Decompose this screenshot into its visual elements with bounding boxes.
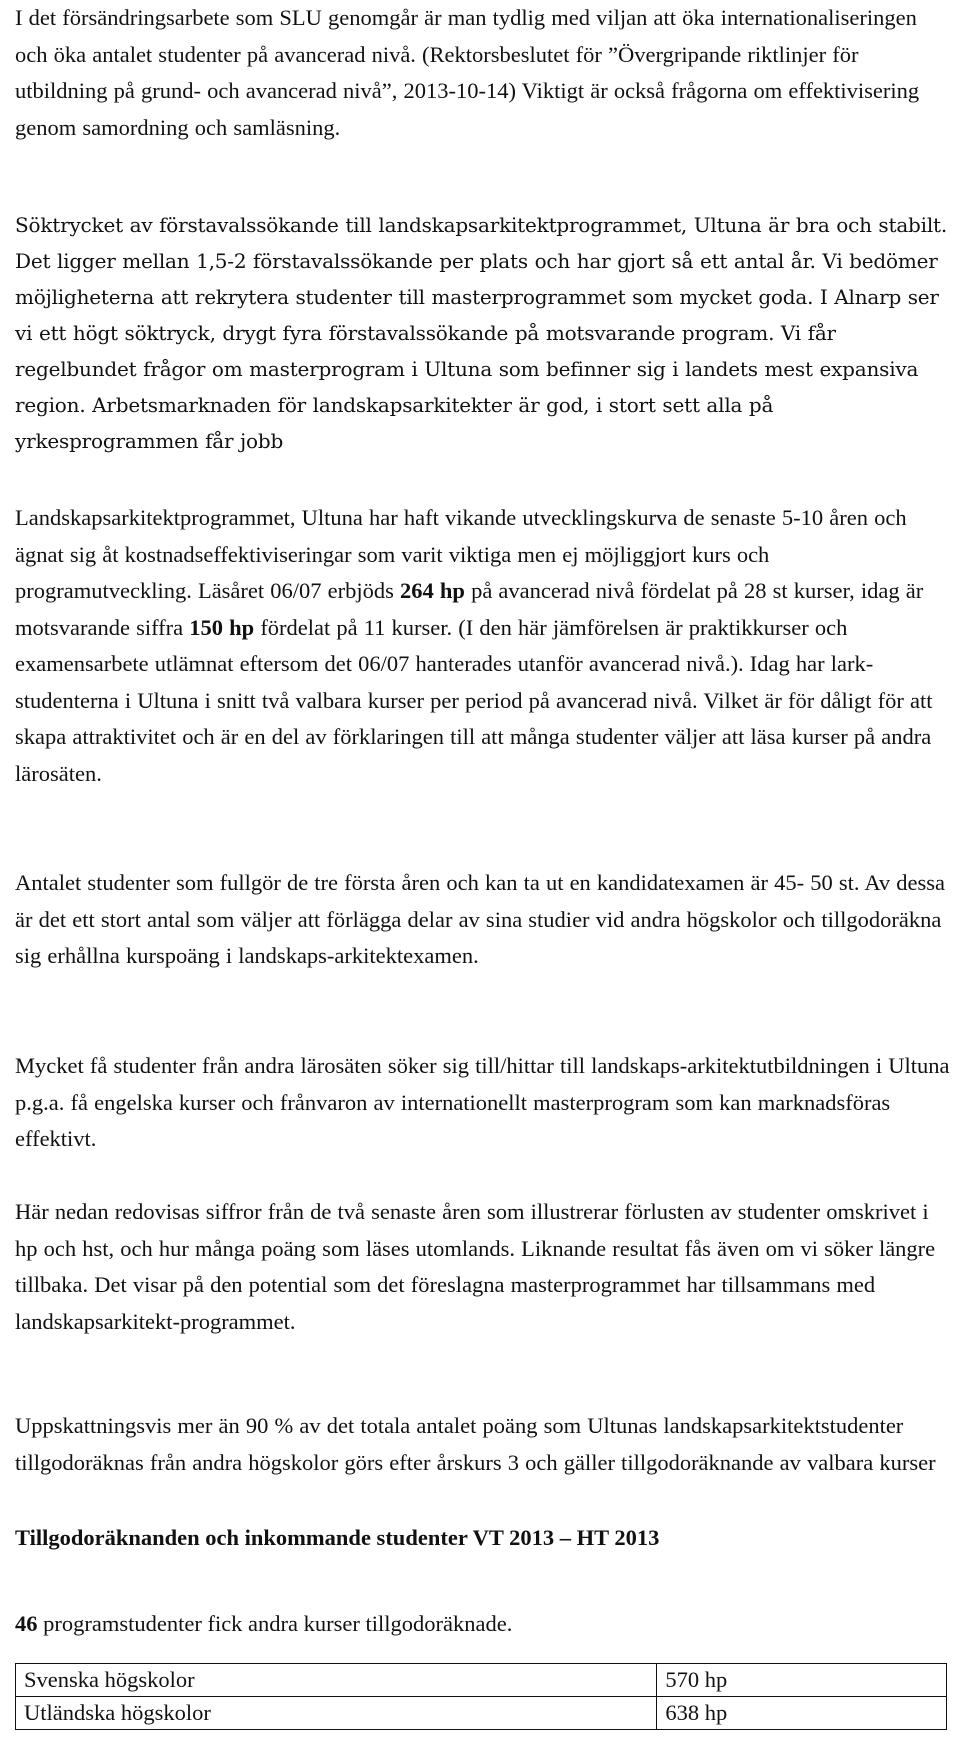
p3-text-d: fördelat på 11 kurser. (I den här jämförelsen är praktikkurser och examensarbete utlämnat eftersom det 06/07 hanterades utanför avancerad nivå.). Idag har lark-studenterna i Ultuna i snitt två valbara kurser per period på avancerad nivå. Vilket är för dåligt för att skapa attraktivitet och är en del av förklaringen till att många studenter väljer att läsa kurser på andra lärosäten. xyxy=(15,614,933,786)
p3-bold-150hp: 150 hp xyxy=(189,614,255,640)
paragraph-incoming-students: Mycket få studenter från andra lärosäten söker sig till/hittar till landskaps-arkitektutbildningen i Ultuna p.g.a. få engelska kurser och frånvaron av internationellt masterprogram som kan marknadsföras effektivt. xyxy=(15,1053,950,1151)
paragraph-bachelor-students: Antalet studenter som fullgör de tre första åren och kan ta ut en kandidatexamen är 45- 50 st. Av dessa är det ett stort antal som väljer att förlägga delar av sina studier vid andra högskolor och tillgodoräkna sig erhållna kurspoäng i landskaps-arkitektexamen. xyxy=(15,870,946,968)
p3-bold-264hp: 264 hp xyxy=(400,578,465,603)
table-cell-value: 638 hp xyxy=(657,1697,947,1730)
summary-text: programstudenter fick andra kurser tillgodoräknade. xyxy=(37,1611,513,1636)
table-cell-label: Utländska högskolor xyxy=(16,1697,657,1730)
table-row xyxy=(16,1664,947,1697)
credits-table xyxy=(15,1663,947,1730)
p3-text-c: på avancerad nivå fördelat på 28 st kurser, idag är motsvarande siffra xyxy=(15,578,924,640)
paragraph-estimate: Uppskattningsvis mer än 90 % av det totala antalet poäng som Ultunas landskapsarkitektstudenter tillgodoräknas från andra högskolor görs efter årskurs 3 och gäller tillgodoräknande av valbara kurser xyxy=(15,1413,936,1475)
table-row xyxy=(16,1697,947,1730)
paragraph-programme-development xyxy=(15,500,951,792)
table-cell-label: Svenska högskolor xyxy=(16,1664,657,1697)
section-heading: Tillgodoräknanden och inkommande studenter VT 2013 – HT 2013 xyxy=(15,1525,660,1550)
paragraph-internationalisation: I det försändringsarbete som SLU genomgår är man tydlig med viljan att öka internationaliseringen och öka antalet studenter på avancerad nivå. (Rektorsbeslutet för ”Övergripande riktlinjer för utbildning på grund- och avancerad nivå”, 2013-10-14) Viktigt är också frågorna om effektivisering genom samordning och samläsning. xyxy=(15,5,920,140)
summary-line xyxy=(15,1606,512,1642)
summary-count: 46 xyxy=(15,1611,38,1636)
paragraph-application-pressure: Söktrycket av förstavalssökande till landskapsarkitektprogrammet, Ultuna är bra och stabilt. Det ligger mellan 1,5-2 förstavalssökande per plats och har gjort så ett antal år. Vi bedömer möjligheterna att rekrytera studenter till masterprogrammet som mycket goda. I Alnarp ser vi ett högt söktryck, drygt fyra förstavalssökande på motsvarande program. Vi får regelbundet frågor om masterprogram i Ultuna som befinner sig i landets mest expansiva region. Arbetsmarknaden för landskapsarkitekter är god, i stort sett alla på yrkesprogrammen får jobb xyxy=(15,213,948,453)
p3-text-a: Landskapsarkitektprogrammet, Ultuna har haft vikande utvecklingskurva de senaste 5-10 åren och ägnat sig åt kostnadseffektiviseringar som varit viktiga men ej möjliggjort kurs och programutveckling. Läsåret 06/07 erbjöds xyxy=(15,505,907,603)
paragraph-figures-intro: Här nedan redovisas siffror från de två senaste åren som illustrerar förlusten av studenter omskrivet i hp och hst, och hur många poäng som läses utomlands. Liknande resultat fås även om vi söker längre tillbaka. Det visar på den potential som det föreslagna masterprogrammet har tillsammans med landskapsarkitekt-programmet. xyxy=(15,1199,936,1334)
table-cell-value: 570 hp xyxy=(657,1664,947,1697)
